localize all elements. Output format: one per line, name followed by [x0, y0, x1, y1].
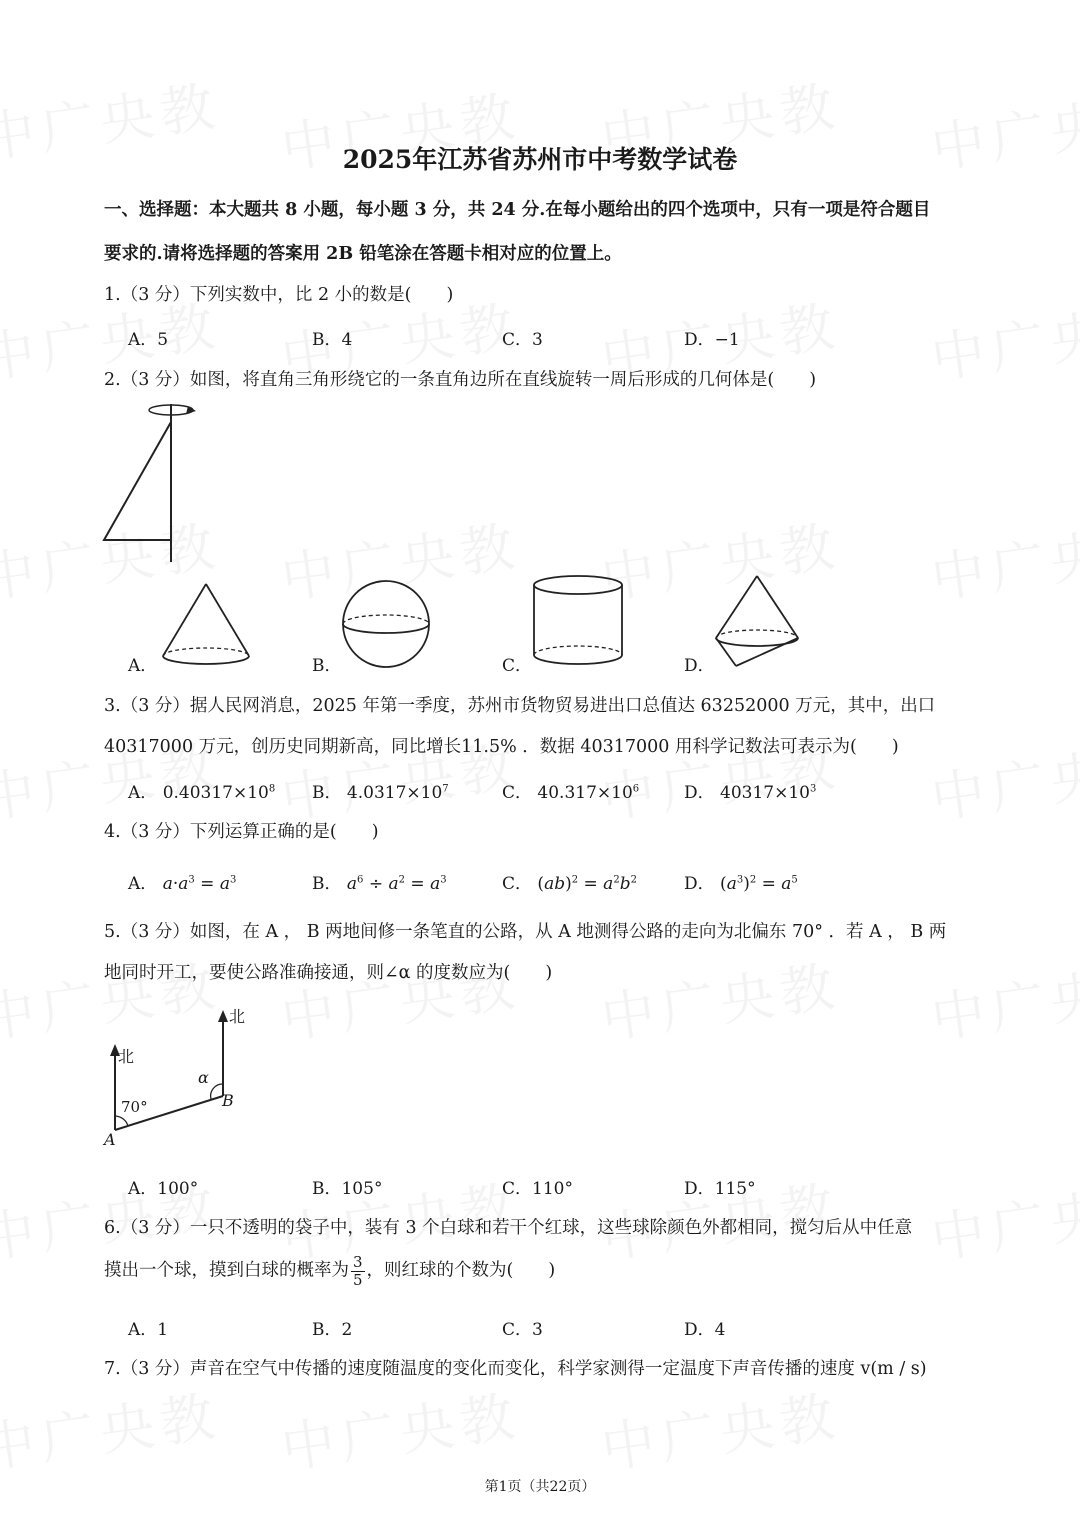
question-6-option-d: D．4	[684, 1320, 726, 1340]
alpha-label: α	[198, 1068, 209, 1087]
option-label: D．	[684, 783, 715, 803]
question-6-stem-part-1: 摸出一个球，摸到白球的概率为	[104, 1260, 349, 1281]
cylinder-shape	[530, 573, 626, 669]
question-3-option-c	[502, 778, 639, 803]
question-4-option-a: A． $a\cdot a^3 = a^3$	[128, 874, 237, 894]
rotating-triangle-figure	[100, 400, 200, 570]
question-6-option-a: A．1	[128, 1320, 169, 1340]
question-3-option-d	[684, 778, 816, 803]
question-1-option-d: D．−1	[684, 330, 740, 350]
question-6-option-b: B．2	[312, 1320, 353, 1340]
question-6-stem-part-2: ，则红球的个数为( )	[366, 1260, 556, 1281]
point-b-label: B	[222, 1091, 234, 1110]
double-cone-shape	[712, 572, 802, 672]
option-exponent: 3	[810, 783, 817, 795]
option-label: A．	[128, 783, 158, 803]
option-exponent: 8	[268, 783, 276, 795]
question-6-option-c: C．3	[502, 1320, 543, 1340]
option-label: B．	[312, 874, 342, 894]
page-title: 2025年江苏省苏州市中考数学试卷	[342, 145, 738, 174]
probability-fraction	[351, 1254, 365, 1288]
question-6-stem-line-2	[104, 1254, 555, 1288]
question-6-stem-line-1: 6.（3 分）一只不透明的袋子中，装有 3 个白球和若干个红球，这些球除颜色外都相同，搅匀后从中任意	[104, 1218, 913, 1238]
question-3-option-b	[312, 778, 449, 803]
question-1-option-a: A．5	[128, 330, 169, 350]
option-exponent: 6	[632, 783, 640, 795]
question-1-option-c: C．3	[502, 330, 543, 350]
option-mantissa: 40.317×10	[537, 783, 633, 803]
section-instructions-line-1: 一、选择题：本大题共 8 小题，每小题 3 分，共 24 分.在每小题给出的四个选项中，只有一项是符合题目	[104, 200, 931, 220]
question-3-option-a	[128, 778, 275, 803]
option-mantissa: 0.40317×10	[162, 783, 269, 803]
question-2-option-b: B．	[312, 656, 342, 676]
option-label: B．	[312, 783, 342, 803]
option-label: C．	[502, 874, 533, 894]
question-4-stem: 4.（3 分）下列运算正确的是( )	[104, 822, 379, 842]
question-2-option-c: C．	[502, 656, 533, 676]
question-5-stem-line-2: 地同时开工，要使公路准确接通，则∠α 的度数应为( )	[104, 963, 553, 983]
option-label: A．	[128, 874, 158, 894]
question-2-stem: 2.（3 分）如图，将直角三角形绕它的一条直角边所在直线旋转一周后形成的几何体是( )	[104, 370, 817, 390]
section-instructions-line-2: 要求的.请将选择题的答案用 2B 铅笔涂在答题卡相对应的位置上。	[104, 244, 622, 264]
question-4-option-b: B． $a^6 \div a^2 = a^3$	[312, 874, 447, 894]
fraction-denominator: 5	[353, 1270, 363, 1289]
question-1-stem: 1.（3 分）下列实数中，比 2 小的数是( )	[104, 285, 454, 305]
north-label-a: 北	[118, 1047, 135, 1066]
question-1-option-b: B．4	[312, 330, 353, 350]
option-label: D．	[684, 874, 715, 894]
question-3-stem-line-1: 3.（3 分）据人民网消息，2025 年第一季度，苏州市货物贸易进出口总值达 63252000 万元，其中，出口	[104, 696, 936, 716]
angle-70-label: 70°	[121, 1098, 148, 1116]
option-mantissa: 40317×10	[720, 783, 811, 803]
fraction-numerator: 3	[353, 1253, 363, 1271]
question-2-option-a: A．	[128, 656, 158, 676]
point-a-label: A	[104, 1130, 116, 1149]
question-4-option-d: D． $(a^3)^2 = a^5$	[684, 874, 798, 894]
option-mantissa: 4.0317×10	[346, 783, 443, 803]
page-footer: 第1页（共22页）	[484, 1479, 596, 1495]
cone-shape	[160, 580, 252, 668]
question-2-option-d: D．	[684, 656, 715, 676]
question-5-stem-line-1: 5.（3 分）如图，在 A ， B 两地间修一条笔直的公路，从 A 地测得公路的走向为北偏东 70° ．若 A ， B 两	[104, 922, 947, 942]
option-label: C．	[502, 783, 533, 803]
question-5-option-c: C．110°	[502, 1179, 573, 1199]
sphere-shape	[340, 578, 432, 670]
north-label-b: 北	[229, 1007, 246, 1026]
question-4-option-c: C． $(ab)^2 = a^2b^2$	[502, 874, 637, 894]
question-5-option-d: D．115°	[684, 1179, 756, 1199]
question-3-stem-line-2: 40317000 万元，创历史同期新高，同比增长11.5% ．数据 40317000 用科学记数法可表示为( )	[104, 737, 899, 757]
question-7-stem: 7.（3 分）声音在空气中传播的速度随温度的变化而变化，科学家测得一定温度下声音传播的速度 v(m / s)	[104, 1359, 927, 1379]
option-exponent: 7	[442, 783, 449, 795]
question-5-option-a: A．100°	[128, 1179, 199, 1199]
question-5-option-b: B．105°	[312, 1179, 383, 1199]
